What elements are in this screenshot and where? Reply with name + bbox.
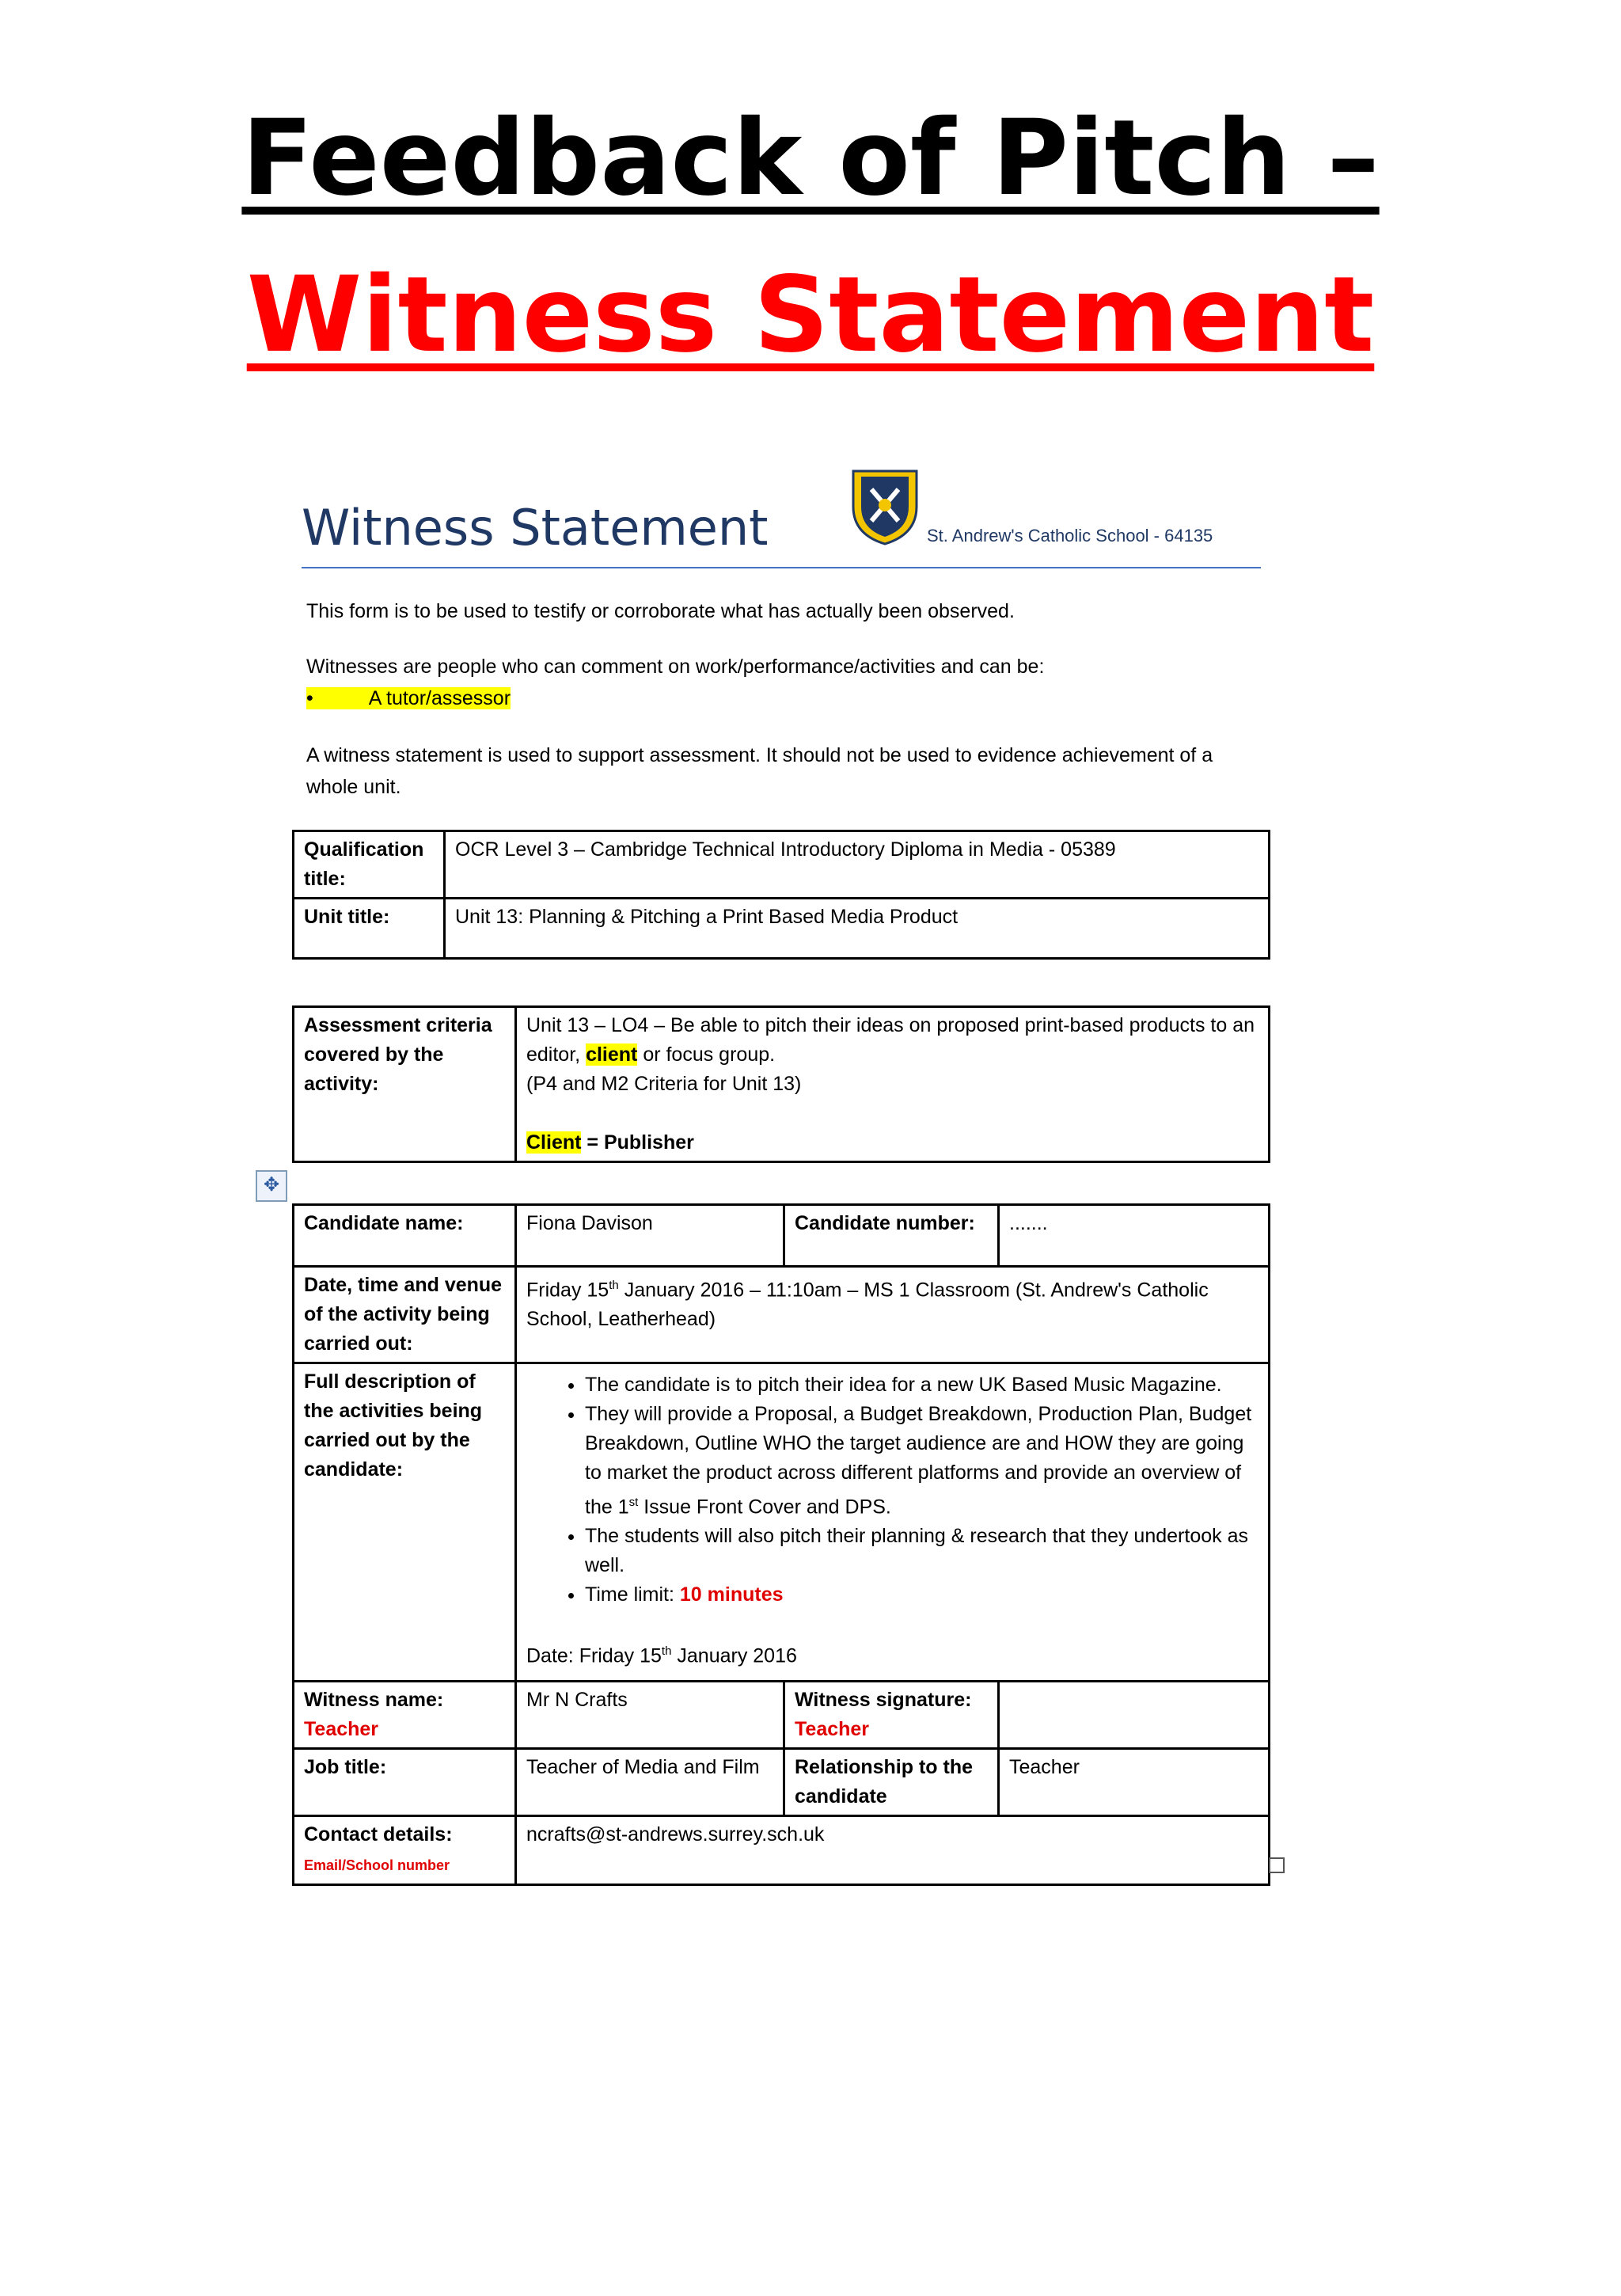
candidate-number-value: ....... xyxy=(999,1205,1270,1267)
page-title-line2: Witness Statement xyxy=(246,254,1375,376)
candidate-table xyxy=(292,1203,1270,1886)
school-name: St. Andrew's Catholic School - 64135 xyxy=(927,526,1213,545)
candidate-name-value: Fiona Davison xyxy=(516,1205,784,1267)
page-title-line1: Feedback of Pitch – xyxy=(241,97,1380,219)
description-value xyxy=(516,1363,1270,1682)
contact-value: ncrafts@st-andrews.surrey.sch.uk xyxy=(516,1816,1270,1885)
witness-bullet-text: A tutor/assessor xyxy=(368,687,511,709)
qualification-value: OCR Level 3 – Cambridge Technical Introductory Diploma in Media - 05389 xyxy=(445,831,1270,899)
table-row xyxy=(294,1007,1270,1162)
table-row xyxy=(294,831,1270,899)
form-intro: This form is to be used to testify or corroborate what has actually been observed. xyxy=(306,600,1015,622)
list-item: • The candidate is to pitch their idea for a new UK Based Music Magazine. xyxy=(585,1370,1258,1400)
resize-handle-icon[interactable] xyxy=(1269,1857,1285,1873)
assessment-label: Assessment criteria covered by the activity: xyxy=(294,1007,516,1162)
job-title-value: Teacher of Media and Film xyxy=(516,1749,784,1816)
heading-rule xyxy=(302,567,1261,568)
bullet-marker: • xyxy=(306,687,369,709)
contact-label: Contact details: Email/School number xyxy=(294,1816,516,1885)
witness-name-label: Witness name: Teacher xyxy=(294,1682,516,1749)
witness-name-value: Mr N Crafts xyxy=(516,1682,784,1749)
assessment-table xyxy=(292,1005,1270,1163)
unit-label: Unit title: xyxy=(294,899,445,959)
table-row xyxy=(294,1363,1270,1682)
description-date: Date: Friday 15th January 2016 xyxy=(526,1644,797,1667)
form-heading: Witness Statement xyxy=(302,499,769,557)
unit-value: Unit 13: Planning & Pitching a Print Based Media Product xyxy=(445,899,1270,959)
witnesses-intro: Witnesses are people who can comment on work/performance/activities and can be: xyxy=(306,656,1045,678)
list-item: • The students will also pitch their planning & research that they undertook as well. xyxy=(585,1522,1258,1580)
list-item: • Time limit: 10 minutes xyxy=(585,1580,1258,1610)
crest-icon xyxy=(849,467,921,546)
candidate-name-label: Candidate name: xyxy=(294,1205,516,1267)
witness-bullet xyxy=(306,682,511,714)
list-item: • They will provide a Proposal, a Budget Breakdown, Production Plan, Budget Breakdown, Outline WHO the target audience are and HOW they are going to market the product across different platforms and provide an overview of the 1st Issue Front Cover and DPS. xyxy=(585,1400,1258,1522)
qualification-table xyxy=(292,830,1270,960)
form-note: A witness statement is used to support assessment. It should not be used to evidence achievement of a whole unit. xyxy=(306,744,1213,798)
move-handle-icon[interactable]: ✥ xyxy=(256,1170,287,1202)
client-value: = Publisher xyxy=(587,1131,694,1154)
date-label: Date, time and venue of the activity being carried out: xyxy=(294,1267,516,1363)
description-label: Full description of the activities being carried out by the candidate: xyxy=(294,1363,516,1682)
witness-signature-value xyxy=(999,1682,1270,1749)
job-title-label: Job title: xyxy=(294,1749,516,1816)
assessment-value: Unit 13 – LO4 – Be able to pitch their ideas on proposed print-based products to an editor, client or focus group. (P4 and M2 Criteria for Unit 13) Client = Publisher xyxy=(516,1007,1270,1162)
relationship-label: Relationship to the candidate xyxy=(784,1749,999,1816)
candidate-number-label: Candidate number: xyxy=(784,1205,999,1267)
qualification-label: Qualification title: xyxy=(294,831,445,899)
table-row xyxy=(294,899,1270,959)
client-label: Client xyxy=(526,1131,582,1154)
assessment-criteria: (P4 and M2 Criteria for Unit 13) xyxy=(526,1073,802,1095)
witness-signature-label: Witness signature: Teacher xyxy=(784,1682,999,1749)
table-row xyxy=(294,1267,1270,1363)
table-row xyxy=(294,1205,1270,1267)
date-value: Friday 15th January 2016 – 11:10am – MS 1 Classroom (St. Andrew's Catholic School, Leatherhead) xyxy=(516,1267,1270,1363)
table-row xyxy=(294,1816,1270,1885)
table-row xyxy=(294,1682,1270,1749)
client-highlight: client xyxy=(586,1043,638,1066)
table-row xyxy=(294,1749,1270,1816)
relationship-value: Teacher xyxy=(999,1749,1270,1816)
